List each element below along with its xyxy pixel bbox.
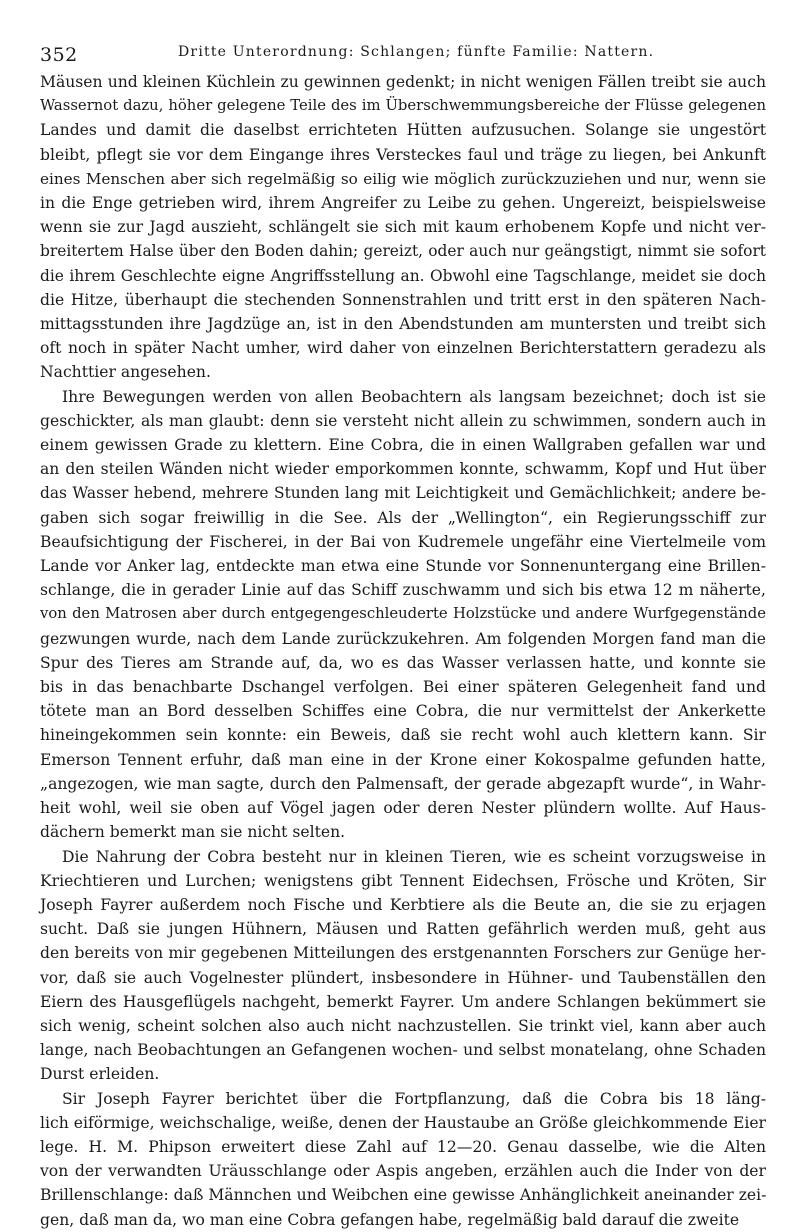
paragraph-2-line: Emerson Tennent erfuhr, daß man eine in der Krone einer Kokospalme gefunden hatte, [40, 750, 766, 769]
paragraph-2-line: an den steilen Wänden nicht wieder emporkommen konnte, schwamm, Kopf und Hut über [40, 460, 766, 479]
paragraph-1-line: breitertem Halse über den Boden dahin; gereizt, oder auch nur geängstigt, nimmt sie sofort [40, 242, 766, 261]
paragraph-2-line: das Wasser hebend, mehrere Stunden lang mit Leichtigkeit und Gemächlichkeit; andere be- [40, 484, 766, 503]
paragraph-2-line: einem gewissen Grade zu klettern. Eine Cobra, die in einen Wallgraben gefallen war und [40, 436, 766, 455]
paragraph-3-line: Eiern des Hausgeflügels nachgeht, bemerkt Fayrer. Um andere Schlangen bekümmert sie [40, 992, 766, 1011]
paragraph-2-line: schlange, die in gerader Linie auf das Schiff zuschwamm und sich bis etwa 12 m näherte, [40, 581, 766, 600]
paragraph-1-line: Nachttier angesehen. [40, 363, 211, 382]
paragraph-2-line: von den Matrosen aber durch entgegengeschleuderte Holzstücke und andere Wurfgegenstände [40, 605, 766, 623]
paragraph-2-line: Ihre Bewegungen werden von allen Beobachtern als langsam bezeichnet; doch ist sie [62, 387, 766, 406]
paragraph-2-line: tötete man an Bord desselben Schiffes eine Cobra, die nur vermittelst der Ankerkette [40, 702, 766, 721]
paragraph-1-line: oft noch in später Nacht umher, wird daher von einzelnen Berichterstattern geradezu als [40, 339, 766, 358]
paragraph-1-line: mittagsstunden ihre Jagdzüge an, ist in den Abendstunden am muntersten und treibt sich [40, 315, 766, 334]
paragraph-1-line: Wassernot dazu, höher gelegene Teile des im Überschwemmungsbereiche der Flüsse gelegenen [40, 97, 766, 115]
paragraph-4-line: Brillenschlange: daß Männchen und Weibchen eine gewisse Anhänglichkeit aneinander zei- [40, 1186, 767, 1205]
paragraph-2-line: heit wohl, weil sie oben auf Vögel jagen oder deren Nester plündern wollte. Auf Haus- [40, 799, 766, 818]
paragraph-3-line: Durst erleiden. [40, 1065, 160, 1084]
page-number: 352 [40, 44, 78, 66]
paragraph-4-line: gen, daß man da, wo man eine Cobra gefangen habe, regelmäßig bald darauf die zweite [40, 1210, 740, 1229]
paragraph-2-line: bis in das benachbarte Dschangel verfolgen. Bei einer späteren Gelegenheit fand und [40, 678, 766, 697]
paragraph-3-line: Kriechtieren und Lurchen; wenigstens gibt Tennent Eidechsen, Frösche und Kröten, Sir [40, 871, 766, 890]
paragraph-2-line: dächern bemerkt man sie nicht selten. [40, 823, 346, 842]
paragraph-3-line: sich wenig, scheint solchen also auch nicht nachzustellen. Sie trinkt viel, kann aber auch [40, 1016, 766, 1035]
running-header [40, 38, 766, 64]
paragraph-1-line: eines Menschen aber sich regelmäßig so eilig wie möglich zurückzuziehen und nur, wenn sie [40, 169, 766, 188]
paragraph-2-line: gaben sich sogar freiwillig in die See. Als der „Wellington“, ein Regierungsschiff zur [40, 508, 766, 527]
paragraph-4-line: von der verwandten Uräusschlange oder Aspis angeben, erzählen auch die Inder von der [40, 1162, 766, 1181]
paragraph-4-line: lege. H. M. Phipson erweitert diese Zahl auf 12—20. Genau dasselbe, wie die Alten [40, 1137, 766, 1156]
paragraph-1-line: bleibt, pflegt sie vor dem Eingange ihres Versteckes faul und träge zu liegen, bei Ankunft [40, 145, 766, 164]
paragraph-1-line: die ihrem Geschlechte eigne Angriffsstellung an. Obwohl eine Tagschlange, meidet sie doch [40, 266, 766, 285]
paragraph-2-line: gezwungen wurde, nach dem Lande zurückzukehren. Am folgenden Morgen fand man die [40, 629, 766, 648]
paragraph-4-line: lich eiförmige, weichschalige, weiße, denen der Haustaube an Größe gleichkommende Eier [40, 1113, 766, 1132]
paragraph-3-line: Joseph Fayrer außerdem noch Fische und Kerbtiere als die Beute an, die sie zu erjagen [40, 895, 766, 914]
paragraph-1-line: wenn sie zur Jagd auszieht, schlängelt sie sich mit kaum erhobenem Kopfe und nicht ver- [40, 218, 766, 237]
paragraph-3-line: Die Nahrung der Cobra besteht nur in kleinen Tieren, wie es scheint vorzugsweise in [62, 847, 766, 866]
paragraph-3-line: sucht. Daß sie jungen Hühnern, Mäusen und Ratten gefährlich werden muß, geht aus [40, 920, 766, 939]
paragraph-2-line: Lande vor Anker lag, entdeckte man etwa eine Stunde vor Sonnenuntergang eine Brillen- [40, 557, 766, 576]
paragraph-3-line: lange, nach Beobachtungen an Gefangenen wochen- und selbst monatelang, ohne Schaden [40, 1041, 766, 1060]
paragraph-2-line: Beaufsichtigung der Fischerei, in der Bai von Kudremele ungefähr eine Viertelmeile vom [40, 532, 766, 551]
book-page [40, 38, 766, 1232]
paragraph-1-line: in die Enge getrieben wird, ihrem Angreifer zu Leibe zu gehen. Ungereizt, beispielsweise [40, 194, 766, 213]
paragraph-1-line: die Hitze, überhaupt die stechenden Sonnenstrahlen und tritt erst in den späteren Nach- [40, 290, 766, 309]
header-title: Dritte Unterordnung: Schlangen; fünfte Familie: Nattern. [178, 44, 655, 60]
paragraph-2-line: Spur des Tieres am Strande auf, da, wo es das Wasser verlassen hatte, und konnte sie [40, 653, 766, 672]
paragraph-4-line: Sir Joseph Fayrer berichtet über die Fortpflanzung, daß die Cobra bis 18 läng- [62, 1089, 766, 1108]
paragraph-2-line: geschickter, als man glaubt: denn sie versteht nicht allein zu schwimmen, sondern auch in [40, 411, 766, 430]
body-text [40, 70, 766, 1232]
paragraph-3-line: den bereits von mir gegebenen Mitteilungen des erstgenannten Forschers zur Genüge her- [40, 944, 766, 963]
paragraph-1-line: Landes und damit die daselbst errichteten Hütten aufzusuchen. Solange sie ungestört [40, 121, 766, 140]
paragraph-2-line: hineingekommen sein konnte: ein Beweis, daß sie recht wohl auch klettern kann. Sir [40, 726, 766, 745]
paragraph-1-line: Mäusen und kleinen Küchlein zu gewinnen gedenkt; in nicht wenigen Fällen treibt sie auch [40, 73, 766, 91]
paragraph-2-line: „angezogen, wie man sagte, durch den Palmensaft, der gerade abgezapft wurde“, in Wahr- [40, 774, 766, 793]
paragraph-3-line: vor, daß sie auch Vogelnester plündert, insbesondere in Hühner- und Taubenställen den [40, 968, 766, 987]
